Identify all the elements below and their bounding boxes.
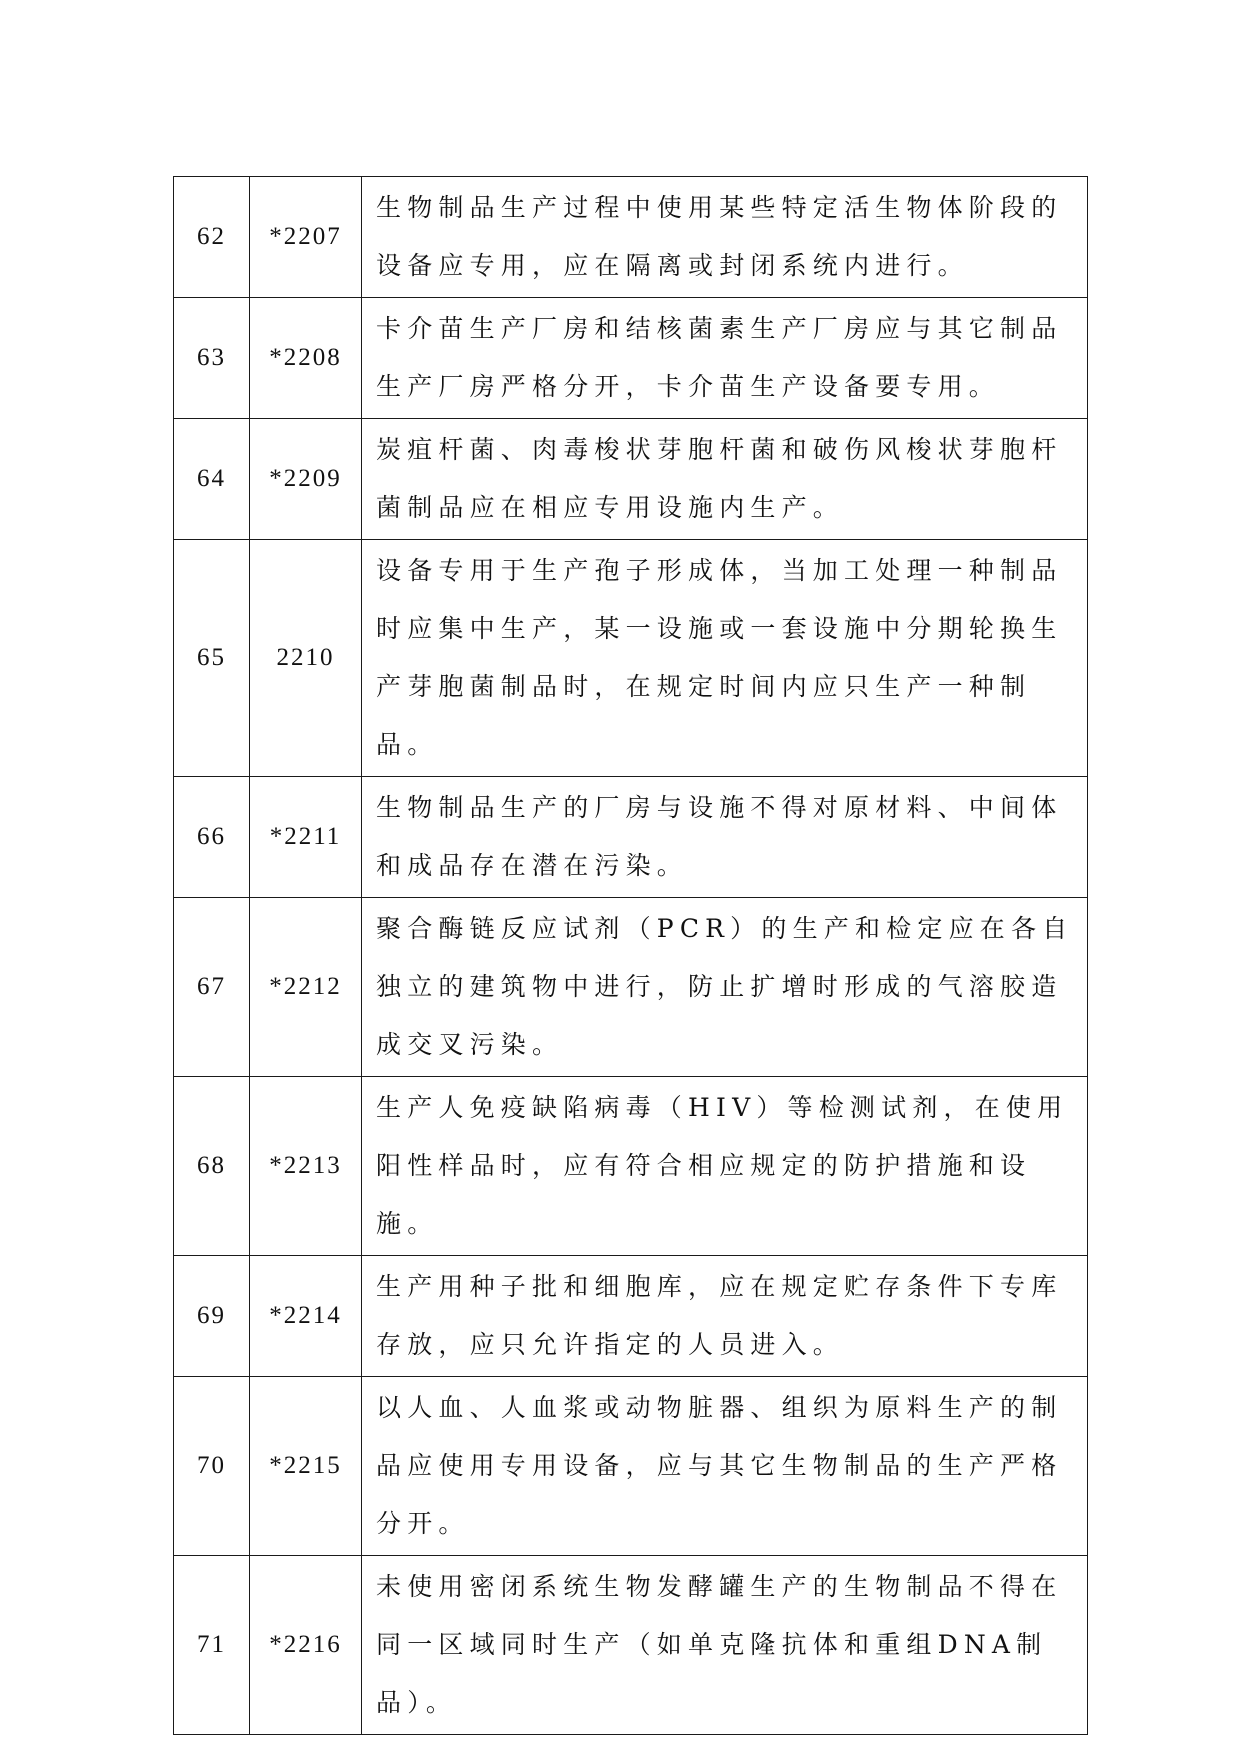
clause-text [362,540,1088,777]
clause-code: *2208 [250,298,362,419]
clause-text-content: 卡介苗生产厂房和结核菌素生产厂房应与其它制品生产厂房严格分开，卡介苗生产设备要专用。 [376,314,1063,401]
clause-code: 2210 [250,540,362,777]
item-number: 70 [174,1377,250,1556]
table-row [174,177,1088,298]
clause-code: *2207 [250,177,362,298]
clause-text [362,1256,1088,1377]
table-row [174,1256,1088,1377]
table-row [174,298,1088,419]
item-number: 64 [174,419,250,540]
clause-text [362,419,1088,540]
clause-text-content: 以人血、人血浆或动物脏器、组织为原料生产的制品应使用专用设备，应与其它生物制品的生产严格分开。 [376,1393,1063,1538]
clause-text-content: 生产用种子批和细胞库，应在规定贮存条件下专库存放，应只允许指定的人员进入。 [376,1272,1063,1359]
item-number: 68 [174,1077,250,1256]
clause-code: *2214 [250,1256,362,1377]
clause-text [362,177,1088,298]
table-row [174,1077,1088,1256]
clause-text-content: 设备专用于生产孢子形成体，当加工处理一种制品时应集中生产，某一设施或一套设施中分期轮换生产芽胞菌制品时，在规定时间内应只生产一种制品。 [376,556,1063,759]
table-row [174,1377,1088,1556]
clause-code: *2213 [250,1077,362,1256]
item-number: 66 [174,777,250,898]
clause-text [362,898,1088,1077]
item-number: 65 [174,540,250,777]
clause-text [362,1377,1088,1556]
table-row [174,898,1088,1077]
table-row [174,777,1088,898]
clause-code: *2211 [250,777,362,898]
clause-text [362,298,1088,419]
clause-text [362,1556,1088,1735]
clause-text-content: 炭疽杆菌、肉毒梭状芽胞杆菌和破伤风梭状芽胞杆菌制品应在相应专用设施内生产。 [376,435,1063,522]
clause-text-content: 聚合酶链反应试剂（PCR）的生产和检定应在各自独立的建筑物中进行，防止扩增时形成的气溶胶造成交叉污染。 [376,914,1074,1059]
item-number: 63 [174,298,250,419]
item-number: 67 [174,898,250,1077]
item-number: 69 [174,1256,250,1377]
clause-text-content: 未使用密闭系统生物发酵罐生产的生物制品不得在同一区域同时生产（如单克隆抗体和重组DNA制品）。 [376,1572,1063,1717]
table-row [174,540,1088,777]
inspection-items-table [173,176,1088,1735]
clause-code: *2212 [250,898,362,1077]
clause-text [362,1077,1088,1256]
clause-text-content: 生产人免疫缺陷病毒（HIV）等检测试剂，在使用阳性样品时，应有符合相应规定的防护措施和设施。 [376,1093,1069,1238]
clause-code: *2209 [250,419,362,540]
table-row [174,1556,1088,1735]
clause-code: *2216 [250,1556,362,1735]
item-number: 62 [174,177,250,298]
item-number: 71 [174,1556,250,1735]
table-row [174,419,1088,540]
clause-text-content: 生物制品生产的厂房与设施不得对原材料、中间体和成品存在潜在污染。 [376,793,1063,880]
clause-code: *2215 [250,1377,362,1556]
clause-text-content: 生物制品生产过程中使用某些特定活生物体阶段的设备应专用，应在隔离或封闭系统内进行。 [376,193,1063,280]
clause-text [362,777,1088,898]
